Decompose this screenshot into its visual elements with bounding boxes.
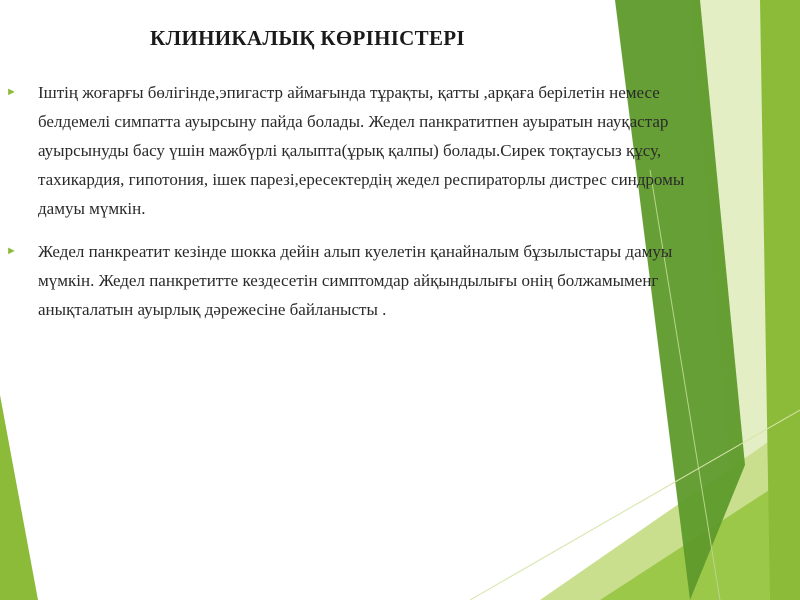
bullet-text: Іштің жоғарғы бөлігінде,эпигастр аймағында тұрақты, қатты ,арқаға берілетін немесе белдемелі симпатта ауырсыну пайда болады. Жедел панкратитпен ауыратын науқастар ауырсынуды басу үшін мажбүрлі қалыпта(ұрық қалпы) болады.Сирек тоқтаусыз құсу, тахикардия, гипотония, ішек парезі,ересектердің жедел респираторлы дистрес синдромы дамуы мүмкін. <box>38 83 685 218</box>
triangle-right-icon: ► <box>6 86 17 98</box>
bullet-text: Жедел панкреатит кезінде шокка дейін алып куелетін қанайналым бұзылыстары дамуы мүмкін. Жедел панкретитте кездесетін симптомдар айқындылығы онің болжамыменг анықталатын ауырлық дәрежесіне байланысты . <box>38 242 673 319</box>
left-green-triangle <box>0 395 38 600</box>
bullet-item <box>0 237 720 324</box>
slide-title: КЛИНИКАЛЫҚ КӨРІНІСТЕРІ <box>150 26 465 50</box>
triangle-right-icon: ► <box>6 245 17 257</box>
slide-content <box>0 78 720 338</box>
bullet-item <box>0 78 720 223</box>
